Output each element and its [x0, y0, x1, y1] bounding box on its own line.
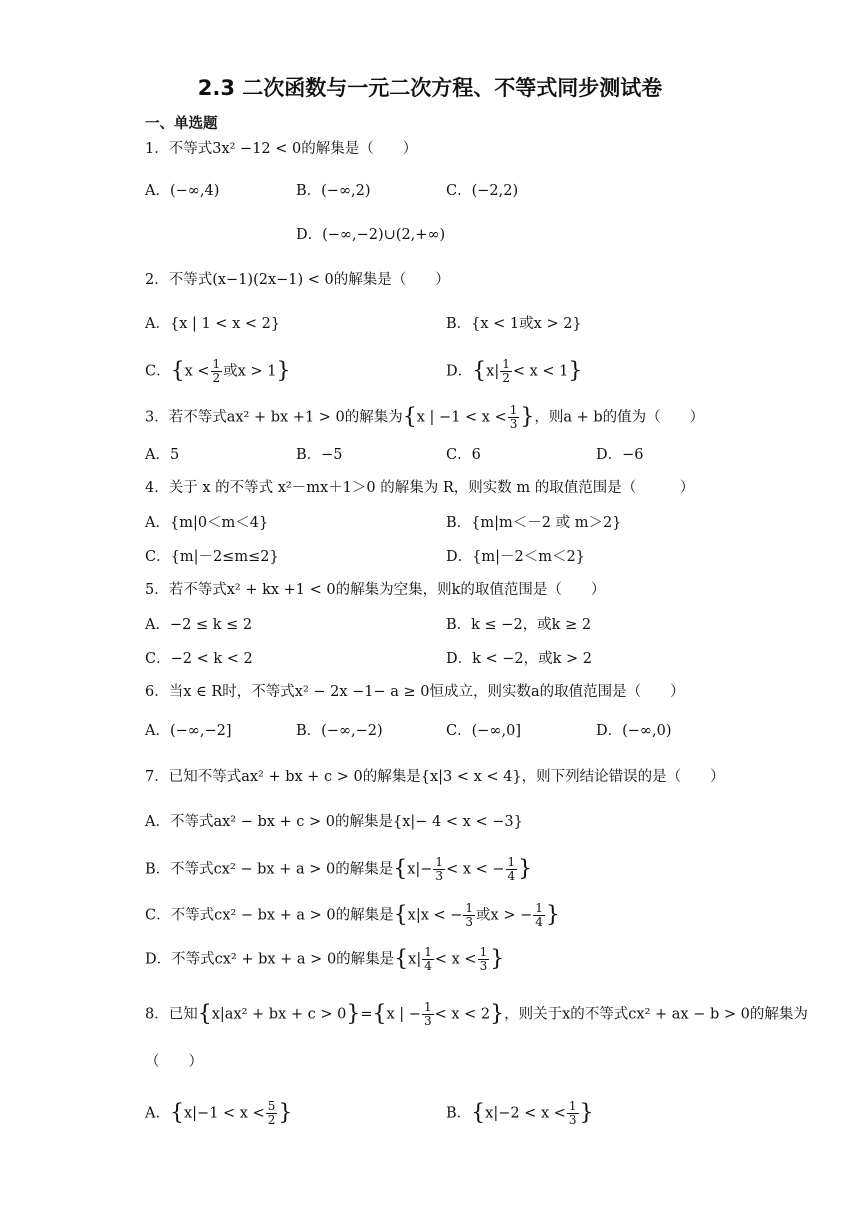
- q2d-den: 2: [502, 371, 510, 385]
- q2d-pre: x|: [486, 363, 500, 380]
- q2-stem: 2．不等式(x−1)(2x−1) < 0的解集是（ ）: [145, 272, 450, 288]
- q8-s2: x | −: [386, 1006, 421, 1023]
- q2-option-c: C．{x < $\frac{1}{2}$ 或x > 1}: [145, 357, 291, 385]
- q2d-num: 1: [502, 357, 510, 371]
- q1-option-b: B．(−∞,2): [296, 183, 371, 199]
- q2c-label: C．: [145, 363, 171, 380]
- q7d-pre: D．不等式cx² + bx + a > 0的解集是: [145, 951, 395, 968]
- q2d-post: < x < 1: [512, 363, 569, 380]
- q6-option-b: B．(−∞,−2): [296, 723, 383, 739]
- q7b-pre: B．不等式cx² − bx + a > 0的解集是: [145, 861, 394, 878]
- q8-option-a: A．{x|−1 < x < $\frac{5}{2}$ }: [145, 1099, 293, 1127]
- q3-den: 3: [509, 417, 518, 431]
- q7c-s1: x|x < −: [407, 907, 463, 924]
- q6-stem: 6．当x ∈ R时，不等式x² − 2x −1− a ≥ 0恒成立，则实数a的取值范围是（ ）: [145, 684, 685, 700]
- q8b-label: B．: [446, 1105, 472, 1122]
- q5-option-a: A．−2 ≤ k ≤ 2: [145, 617, 253, 633]
- fraction: [567, 1100, 579, 1127]
- q7c-d2: 4: [535, 915, 543, 929]
- q8-post: ，则关于x的不等式cx² + ax − b > 0的解集为: [504, 1006, 808, 1023]
- q2c-pre: x <: [184, 363, 210, 380]
- q3-option-a: A．5: [145, 447, 180, 463]
- q7d-d2: 3: [479, 959, 488, 973]
- q3-post: ，则a + b的值为（ ）: [534, 409, 705, 426]
- q7-option-c: C．不等式cx² − bx + a > 0的解集是{x|x < − $\frac{1}{3}$ 或x > − $\frac{1}{4}$ }: [145, 901, 560, 929]
- q7c-n1: 1: [465, 901, 474, 915]
- fraction: [433, 856, 445, 883]
- fraction: [500, 358, 512, 385]
- q7-option-d: D．不等式cx² + bx + a > 0的解集是{x| $\frac{1}{4}$ < x < $\frac{1}{3}$ }: [145, 945, 505, 973]
- q8a-den: 2: [267, 1113, 276, 1127]
- q2c-post: 或x > 1: [223, 363, 277, 380]
- q4-option-a: A．{m|0＜m＜4}: [145, 515, 269, 531]
- q8a-num: 5: [267, 1099, 276, 1113]
- q7d-n2: 1: [479, 945, 488, 959]
- q7-option-b: B．不等式cx² − bx + a > 0的解集是{x|− $\frac{1}{3}$ < x < − $\frac{1}{4}$ }: [145, 855, 533, 883]
- q5-option-c: C．−2 < k < 2: [145, 651, 253, 667]
- q1-stem: 1．不等式3x² −12 < 0的解集是（ ）: [145, 141, 418, 157]
- q7d-n1: 1: [424, 945, 432, 959]
- q3-set-pre: x | −1 < x <: [416, 409, 507, 426]
- q8b-num: 1: [568, 1099, 577, 1113]
- q4-option-d: D．{m|－2＜m＜2}: [446, 549, 585, 565]
- q2c-num: 1: [212, 357, 221, 371]
- section-heading: 一、单选题: [145, 116, 218, 132]
- q4-stem: 4．关于 x 的不等式 x²－mx＋1＞0 的解集为 R，则实数 m 的取值范围是（ ）: [145, 480, 695, 496]
- q2c-den: 2: [212, 371, 221, 385]
- fraction: [533, 902, 545, 929]
- q7c-n2: 1: [535, 901, 543, 915]
- q7b-n2: 1: [507, 855, 516, 869]
- q8-n: 1: [423, 1000, 432, 1014]
- q8-eq: =: [360, 1006, 373, 1023]
- q8-d: 3: [423, 1014, 432, 1028]
- fraction: [506, 856, 518, 883]
- fraction: [422, 1001, 434, 1028]
- q3-pre: 3．若不等式ax² + bx +1 > 0的解集为: [145, 409, 403, 426]
- q6-option-a: A．(−∞,−2]: [145, 723, 232, 739]
- q4-option-b: B．{m|m＜－2 或 m＞2}: [446, 515, 622, 531]
- q7d-d1: 4: [424, 959, 432, 973]
- fraction: [422, 946, 434, 973]
- q3-option-b: B．−5: [296, 447, 343, 463]
- q2-option-a: A．{x | 1 < x < 2}: [145, 316, 281, 332]
- q8-s3: < x < 2: [434, 1006, 491, 1023]
- q7-option-a: A．不等式ax² − bx + c > 0的解集是{x|− 4 < x < −3}: [145, 814, 523, 830]
- fraction: [508, 404, 520, 431]
- fraction: [463, 902, 475, 929]
- q2-option-b: B．{x < 1或x > 2}: [446, 316, 582, 332]
- fraction: [266, 1100, 278, 1127]
- q7c-pre: C．不等式cx² − bx + a > 0的解集是: [145, 907, 394, 924]
- q5-option-b: B．k ≤ −2，或k ≥ 2: [446, 617, 592, 633]
- q8-paren: （ ）: [145, 1054, 203, 1070]
- q7d-s1: x|: [408, 951, 422, 968]
- q7b-d2: 4: [507, 869, 516, 883]
- q5-stem: 5．若不等式x² + kx +1 < 0的解集为空集，则k的取值范围是（ ）: [145, 582, 606, 598]
- q4-option-c: C．{m|－2≤m≤2}: [145, 549, 279, 565]
- q2-option-d: D．{x| $\frac{1}{2}$ < x < 1}: [446, 357, 583, 385]
- q7c-s2: 或x > −: [476, 907, 533, 924]
- q6-option-d: D．(−∞,0): [596, 723, 672, 739]
- q8b-den: 3: [568, 1113, 577, 1127]
- q7b-s2: < x < −: [446, 861, 505, 878]
- q8-pre: 8．已知: [145, 1006, 198, 1023]
- q3-option-c: C．6: [446, 447, 481, 463]
- q7c-d1: 3: [465, 915, 474, 929]
- fraction: [478, 946, 490, 973]
- page-title: 2.3 二次函数与一元二次方程、不等式同步测试卷: [197, 76, 663, 100]
- q1-option-d: D．(−∞,−2)∪(2,+∞): [296, 227, 446, 243]
- q5-option-d: D．k < −2，或k > 2: [446, 651, 593, 667]
- q7-stem: 7．已知不等式ax² + bx + c > 0的解集是{x|3 < x < 4}，则下列结论错误的是（ ）: [145, 769, 725, 785]
- q8-s1: x|ax² + bx + c > 0: [211, 1006, 347, 1023]
- q3-stem: 3．若不等式ax² + bx +1 > 0的解集为{x | −1 < x < $\frac{1}{3}$ }，则a + b的值为（ ）: [145, 403, 705, 431]
- q7d-s2: < x <: [434, 951, 477, 968]
- q8a-label: A．: [145, 1105, 170, 1122]
- q7b-n1: 1: [435, 855, 444, 869]
- q6-option-c: C．(−∞,0]: [446, 723, 521, 739]
- q3-option-d: D．−6: [596, 447, 644, 463]
- q2d-label: D．: [446, 363, 473, 380]
- q3-num: 1: [509, 403, 518, 417]
- q8b-pre: x|−2 < x <: [485, 1105, 566, 1122]
- q8-option-b: B．{x|−2 < x < $\frac{1}{3}$ }: [446, 1099, 594, 1127]
- q1-option-a: A．(−∞,4): [145, 183, 220, 199]
- q8a-pre: x|−1 < x <: [183, 1105, 265, 1122]
- q7b-d1: 3: [435, 869, 444, 883]
- q8-stem: 8．已知{x|ax² + bx + c > 0}={x | − $\frac{1}{3}$ < x < 2}，则关于x的不等式cx² + ax − b > 0的解集为: [145, 1000, 808, 1028]
- q7b-s1: x|−: [407, 861, 433, 878]
- fraction: [211, 358, 223, 385]
- q1-option-c: C．(−2,2): [446, 183, 519, 199]
